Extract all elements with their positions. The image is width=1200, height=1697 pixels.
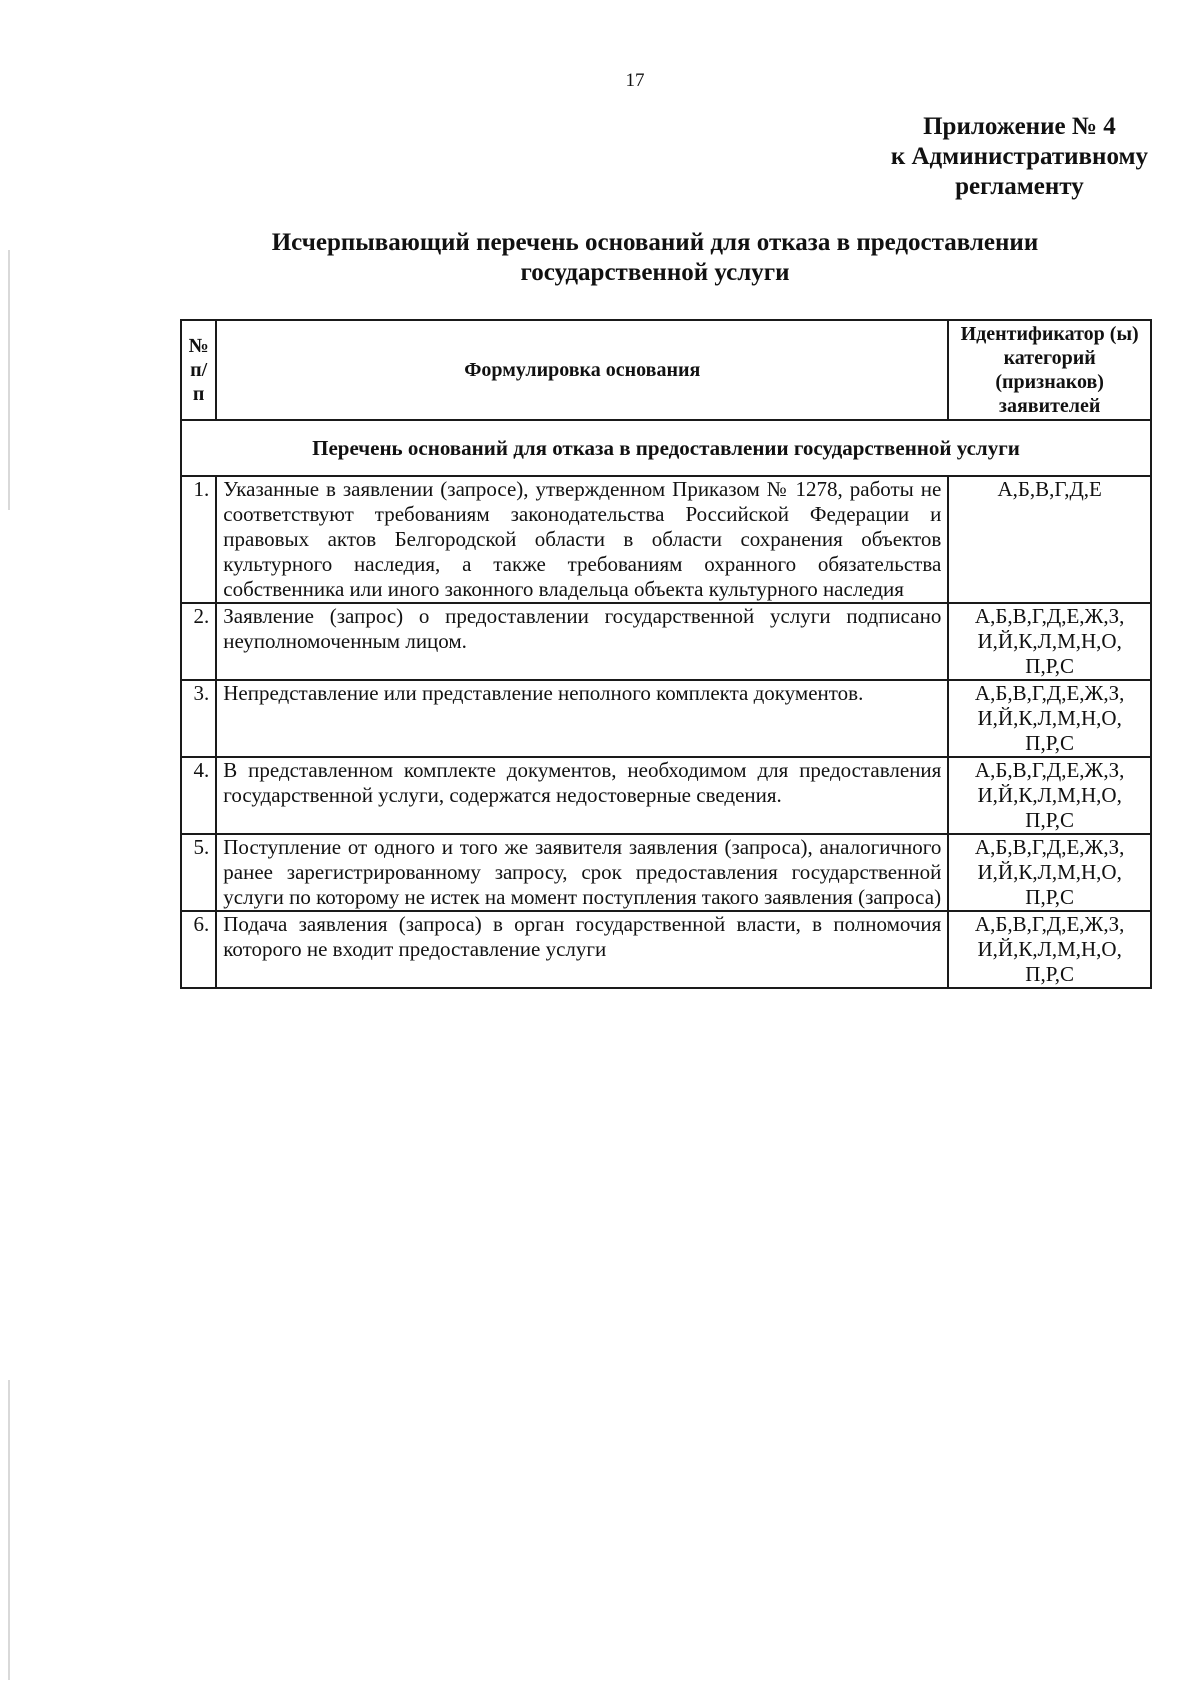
row-wording: Подача заявления (запроса) в орган государственной власти, в полномочия которого не входит предоставление услуги — [216, 911, 948, 988]
section-title: Перечень оснований для отказа в предоставлении государственной услуги — [181, 420, 1151, 476]
row-wording: Заявление (запрос) о предоставлении государственной услуги подписано неуполномоченным лицом. — [216, 603, 948, 680]
header-wording: Формулировка основания — [216, 320, 948, 420]
header-num: № п/п — [181, 320, 216, 420]
row-identifiers: А,Б,В,Г,Д,Е,Ж,З, И,Й,К,Л,М,Н,О, П,Р,С — [948, 680, 1151, 757]
appendix-label — [891, 112, 1148, 202]
row-identifiers: А,Б,В,Г,Д,Е,Ж,З, И,Й,К,Л,М,Н,О, П,Р,С — [948, 911, 1151, 988]
row-number: 1. — [181, 476, 216, 603]
row-wording: Указанные в заявлении (запросе), утвержденном Приказом № 1278, работы не соответствуют требованиям законодательства Российской Федерации и правовых актов Белгородской области в области сохранения объектов культурного наследия, а также требованиям охранного обязательства собственника или иного законного владельца объекта культурного наследия — [216, 476, 948, 603]
row-wording: Непредставление или представление неполного комплекта документов. — [216, 680, 948, 757]
table-header-row — [181, 320, 1151, 420]
appendix-line-1: Приложение № 4 — [923, 113, 1116, 140]
table-row — [181, 757, 1151, 834]
table-row — [181, 680, 1151, 757]
row-wording: В представленном комплекте документов, необходимом для предоставления государственной услуги, содержатся недостоверные сведения. — [216, 757, 948, 834]
row-number: 4. — [181, 757, 216, 834]
table-row — [181, 476, 1151, 603]
document-title-line-2: государственной услуги — [520, 259, 790, 286]
refusal-grounds-table — [180, 319, 1152, 989]
row-wording: Поступление от одного и того же заявителя заявления (запроса), аналогичного ранее зарегистрированному запросу, срок предоставления государственной услуги по которому не истек на момент поступления такого заявления (запроса) — [216, 834, 948, 911]
row-identifiers: А,Б,В,Г,Д,Е — [948, 476, 1151, 603]
appendix-line-2: к Административному — [890, 143, 1148, 170]
row-identifiers: А,Б,В,Г,Д,Е,Ж,З, И,Й,К,Л,М,Н,О, П,Р,С — [948, 834, 1151, 911]
document-title — [175, 228, 1135, 288]
page-number: 17 — [625, 70, 645, 91]
table-row — [181, 834, 1151, 911]
header-identifiers: Идентификатор (ы) категорий (признаков) заявителей — [948, 320, 1151, 420]
table-row — [181, 603, 1151, 680]
row-number: 6. — [181, 911, 216, 988]
row-identifiers: А,Б,В,Г,Д,Е,Ж,З, И,Й,К,Л,М,Н,О, П,Р,С — [948, 757, 1151, 834]
section-row — [181, 420, 1151, 476]
scan-edge-mark — [8, 1380, 10, 1680]
scan-edge-mark — [8, 250, 10, 510]
document-title-line-1: Исчерпывающий перечень оснований для отказа в предоставлении — [271, 229, 1039, 256]
appendix-line-3: регламенту — [955, 173, 1084, 200]
row-number: 2. — [181, 603, 216, 680]
row-number: 5. — [181, 834, 216, 911]
table-row — [181, 911, 1151, 988]
row-number: 3. — [181, 680, 216, 757]
row-identifiers: А,Б,В,Г,Д,Е,Ж,З, И,Й,К,Л,М,Н,О, П,Р,С — [948, 603, 1151, 680]
